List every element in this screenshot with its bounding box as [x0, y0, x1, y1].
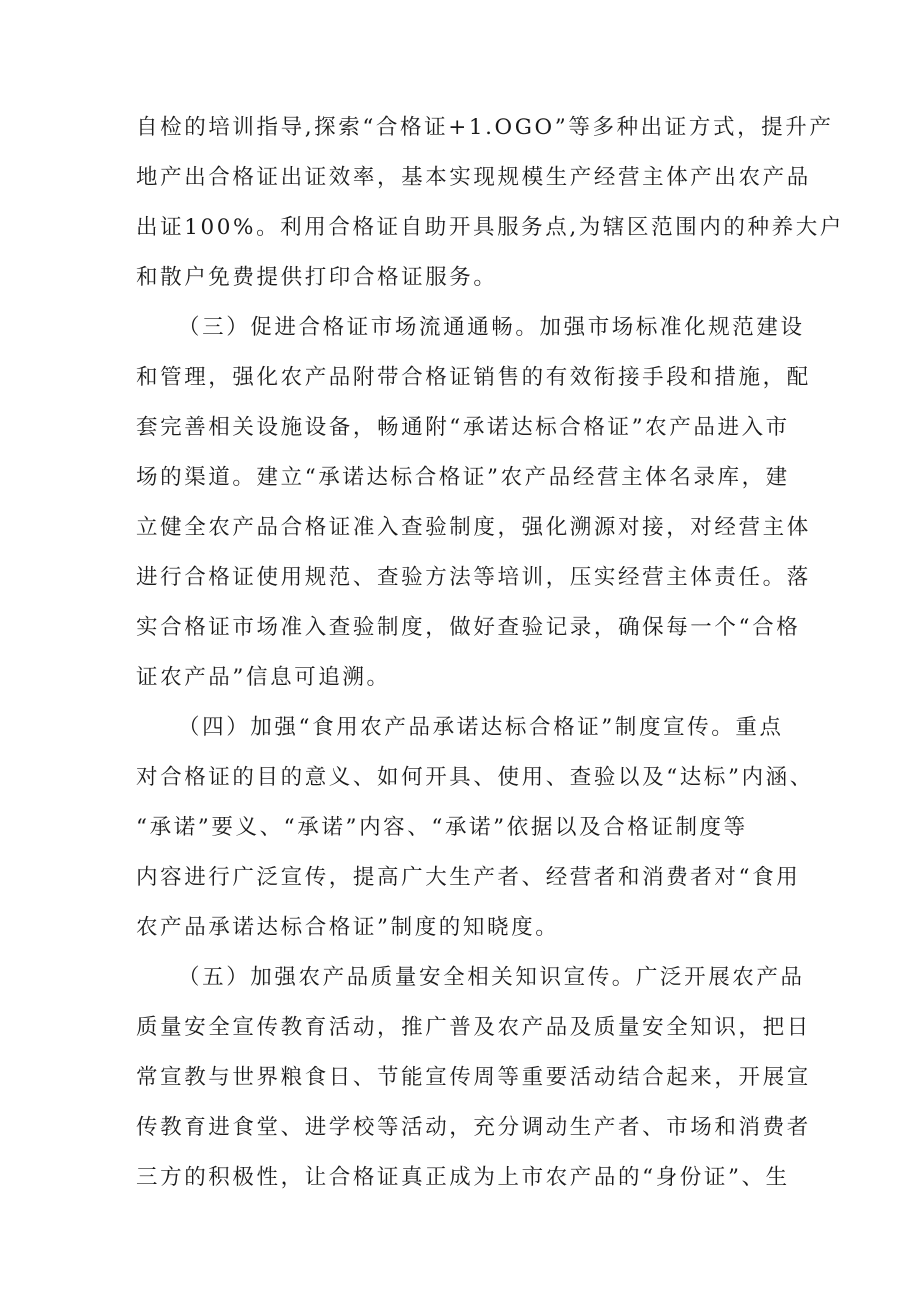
text-line: 对合格证的目的意义、如何开具、使用、查验以及“达标”内涵、: [136, 765, 814, 790]
text-line: 农产品承诺达标合格证”制度的知晓度。: [136, 915, 560, 940]
paragraph-start-line: （三）促进合格证市场流通通畅。加强市场标准化规范建设: [178, 315, 805, 340]
text-line: 传教育进食堂、进学校等活动，充分调动生产者、市场和消费者: [136, 1115, 811, 1140]
text-line: 场的渠道。建立“承诺达标合格证”农产品经营主体名录库，建: [136, 465, 790, 490]
text-line: 质量安全宣传教育活动，推广普及农产品及质量安全知识，把日: [136, 1015, 811, 1040]
text-line: 常宣教与世界粮食日、节能宣传周等重要活动结合起来，开展宣: [136, 1065, 811, 1090]
text-line: 立健全农产品合格证准入查验制度，强化溯源对接，对经营主体: [136, 515, 811, 540]
text-line: 内容进行广泛宣传，提高广大生产者、经营者和消费者对“食用: [136, 865, 801, 890]
text-line: 和管理，强化农产品附带合格证销售的有效衔接手段和措施，配: [136, 365, 811, 390]
text-line: 出证100%。利用合格证自助开具服务点,为辖区范围内的种养大户: [136, 215, 844, 240]
text-line: 自检的培训指导,探索“合格证+1.OGO”等多种出证方式，提升产: [136, 115, 834, 140]
text-line: 地产出合格证出证效率，基本实现规模生产经营主体产出农产品: [136, 165, 811, 190]
text-line: 和散户免费提供打印合格证服务。: [136, 265, 498, 290]
text-line: 三方的积极性，让合格证真正成为上市农产品的“身份证”、生: [136, 1165, 790, 1190]
text-line: 进行合格证使用规范、查验方法等培训，压实经营主体责任。落: [136, 565, 811, 590]
paragraph-start-line: （五）加强农产品质量安全相关知识宣传。广泛开展农产品: [178, 965, 805, 990]
paragraph-start-line: （四）加强“食用农产品承诺达标合格证”制度宣传。重点: [178, 715, 784, 740]
text-line: 实合格证市场准入查验制度，做好查验记录，确保每一个“合格: [136, 615, 801, 640]
text-line: 套完善相关设施设备，畅通附“承诺达标合格证”农产品进入市: [136, 415, 790, 440]
text-line: 证农产品”信息可追溯。: [136, 665, 391, 690]
text-line: “承诺”要义、“承诺”内容、“承诺”依据以及合格证制度等: [136, 815, 748, 840]
